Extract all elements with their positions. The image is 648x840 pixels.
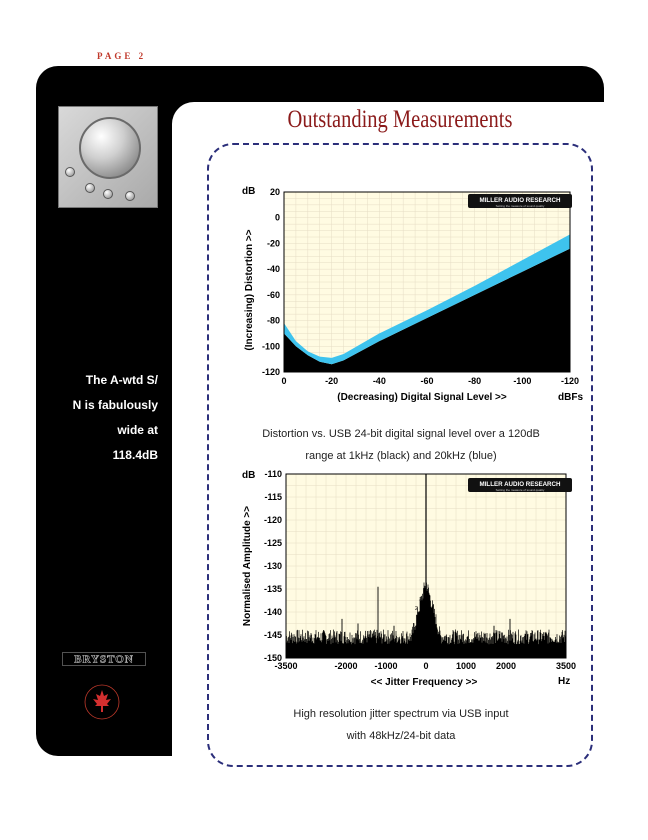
- spur-label: 2: [431, 610, 434, 617]
- bryston-logo: [62, 652, 146, 666]
- x-tick-label: -100: [513, 376, 532, 386]
- x-unit-label: Hz: [558, 676, 571, 687]
- y-tick-label: 0: [274, 212, 280, 223]
- x-tick-label: -120: [560, 376, 580, 386]
- x-axis-label: << Jitter Frequency >>: [370, 677, 478, 688]
- y-tick-label: -125: [263, 538, 282, 548]
- y-tick-label: -150: [263, 653, 282, 663]
- y-tick-label: -40: [266, 264, 280, 275]
- y-tick-label: -135: [263, 584, 282, 594]
- x-tick-label: -40: [372, 376, 386, 386]
- x-tick-label: 0: [423, 661, 429, 671]
- y-tick-label: -120: [263, 515, 282, 525]
- logo-subtitle: Setting the measure of sound quality: [495, 488, 545, 492]
- quote-line: The A-wtd S/: [85, 373, 158, 387]
- svg-text:BRYSTON: BRYSTON: [74, 653, 134, 666]
- logo-text: MILLER AUDIO RESEARCH: [479, 197, 561, 204]
- x-tick-label: -60: [420, 376, 434, 386]
- figure2-caption-line2: with 48kHz/24-bit data: [346, 730, 456, 742]
- x-axis-label: (Decreasing) Digital Signal Level >>: [337, 392, 507, 403]
- y-tick-label: -120: [261, 367, 280, 377]
- miller-audio-logo: [468, 194, 572, 208]
- page-number-label: PAGE 2: [97, 51, 147, 61]
- x-tick-label: -1000: [374, 661, 398, 671]
- y-tick-label: -130: [263, 561, 282, 571]
- quote-line: wide at: [117, 423, 158, 437]
- x-tick-label: 0: [281, 376, 287, 386]
- quote-line: 118.4dB: [112, 448, 158, 462]
- x-tick-label: -3500: [274, 661, 298, 671]
- y-tick-label: -140: [263, 607, 282, 617]
- y-tick-label: -20: [266, 238, 280, 249]
- figure1-caption-line2: range at 1kHz (black) and 20kHz (blue): [305, 450, 497, 462]
- logo-text: MILLER AUDIO RESEARCH: [479, 481, 561, 488]
- y-unit-label: dB: [242, 470, 256, 481]
- x-tick-label: -80: [468, 376, 482, 386]
- y-axis-label: Normalised Amplitude >>: [242, 505, 253, 627]
- y-tick-label: -145: [263, 630, 282, 640]
- control-button-icon: [125, 191, 135, 201]
- page-headline: Outstanding Measurements: [287, 106, 513, 133]
- x-tick-label: 1000: [455, 661, 477, 671]
- control-button-icon: [103, 189, 113, 199]
- x-tick-label: -2000: [334, 661, 358, 671]
- x-tick-label: 3500: [555, 661, 577, 671]
- y-tick-label: -110: [264, 469, 282, 479]
- y-tick-label: 20: [269, 187, 280, 197]
- figure1-caption-line1: Distortion vs. USB 24-bit digital signal level over a 120dB: [262, 428, 540, 440]
- figure2-caption-line1: High resolution jitter spectrum via USB input: [293, 708, 509, 720]
- x-tick-label: -20: [325, 376, 339, 386]
- y-tick-label: -100: [261, 341, 280, 352]
- y-unit-label: dB: [242, 186, 256, 197]
- distortion-chart: [236, 182, 588, 410]
- spur-label: 1: [419, 596, 422, 603]
- logo-subtitle: Setting the measure of sound quality: [495, 204, 545, 208]
- spur-label: 1: [427, 599, 430, 606]
- y-tick-label: -115: [264, 492, 282, 502]
- y-tick-label: -80: [266, 315, 280, 326]
- made-in-canada-seal-icon: [80, 682, 124, 722]
- jitter-spectrum-chart: [238, 466, 588, 692]
- volume-knob-icon: [79, 117, 141, 179]
- control-button-icon: [85, 183, 95, 193]
- control-button-icon: [65, 167, 75, 177]
- quote-line: N is fabulously: [72, 398, 158, 412]
- miller-audio-logo: [468, 478, 572, 492]
- y-axis-label: (Increasing) Distortion >>: [244, 229, 255, 351]
- y-tick-label: -60: [266, 289, 280, 300]
- x-tick-label: 2000: [495, 661, 517, 671]
- x-unit-label: dBFs: [558, 392, 583, 403]
- sidebar-pull-quote: [52, 368, 158, 468]
- spur-label: 2: [415, 606, 418, 612]
- volume-knob-photo: [58, 106, 158, 208]
